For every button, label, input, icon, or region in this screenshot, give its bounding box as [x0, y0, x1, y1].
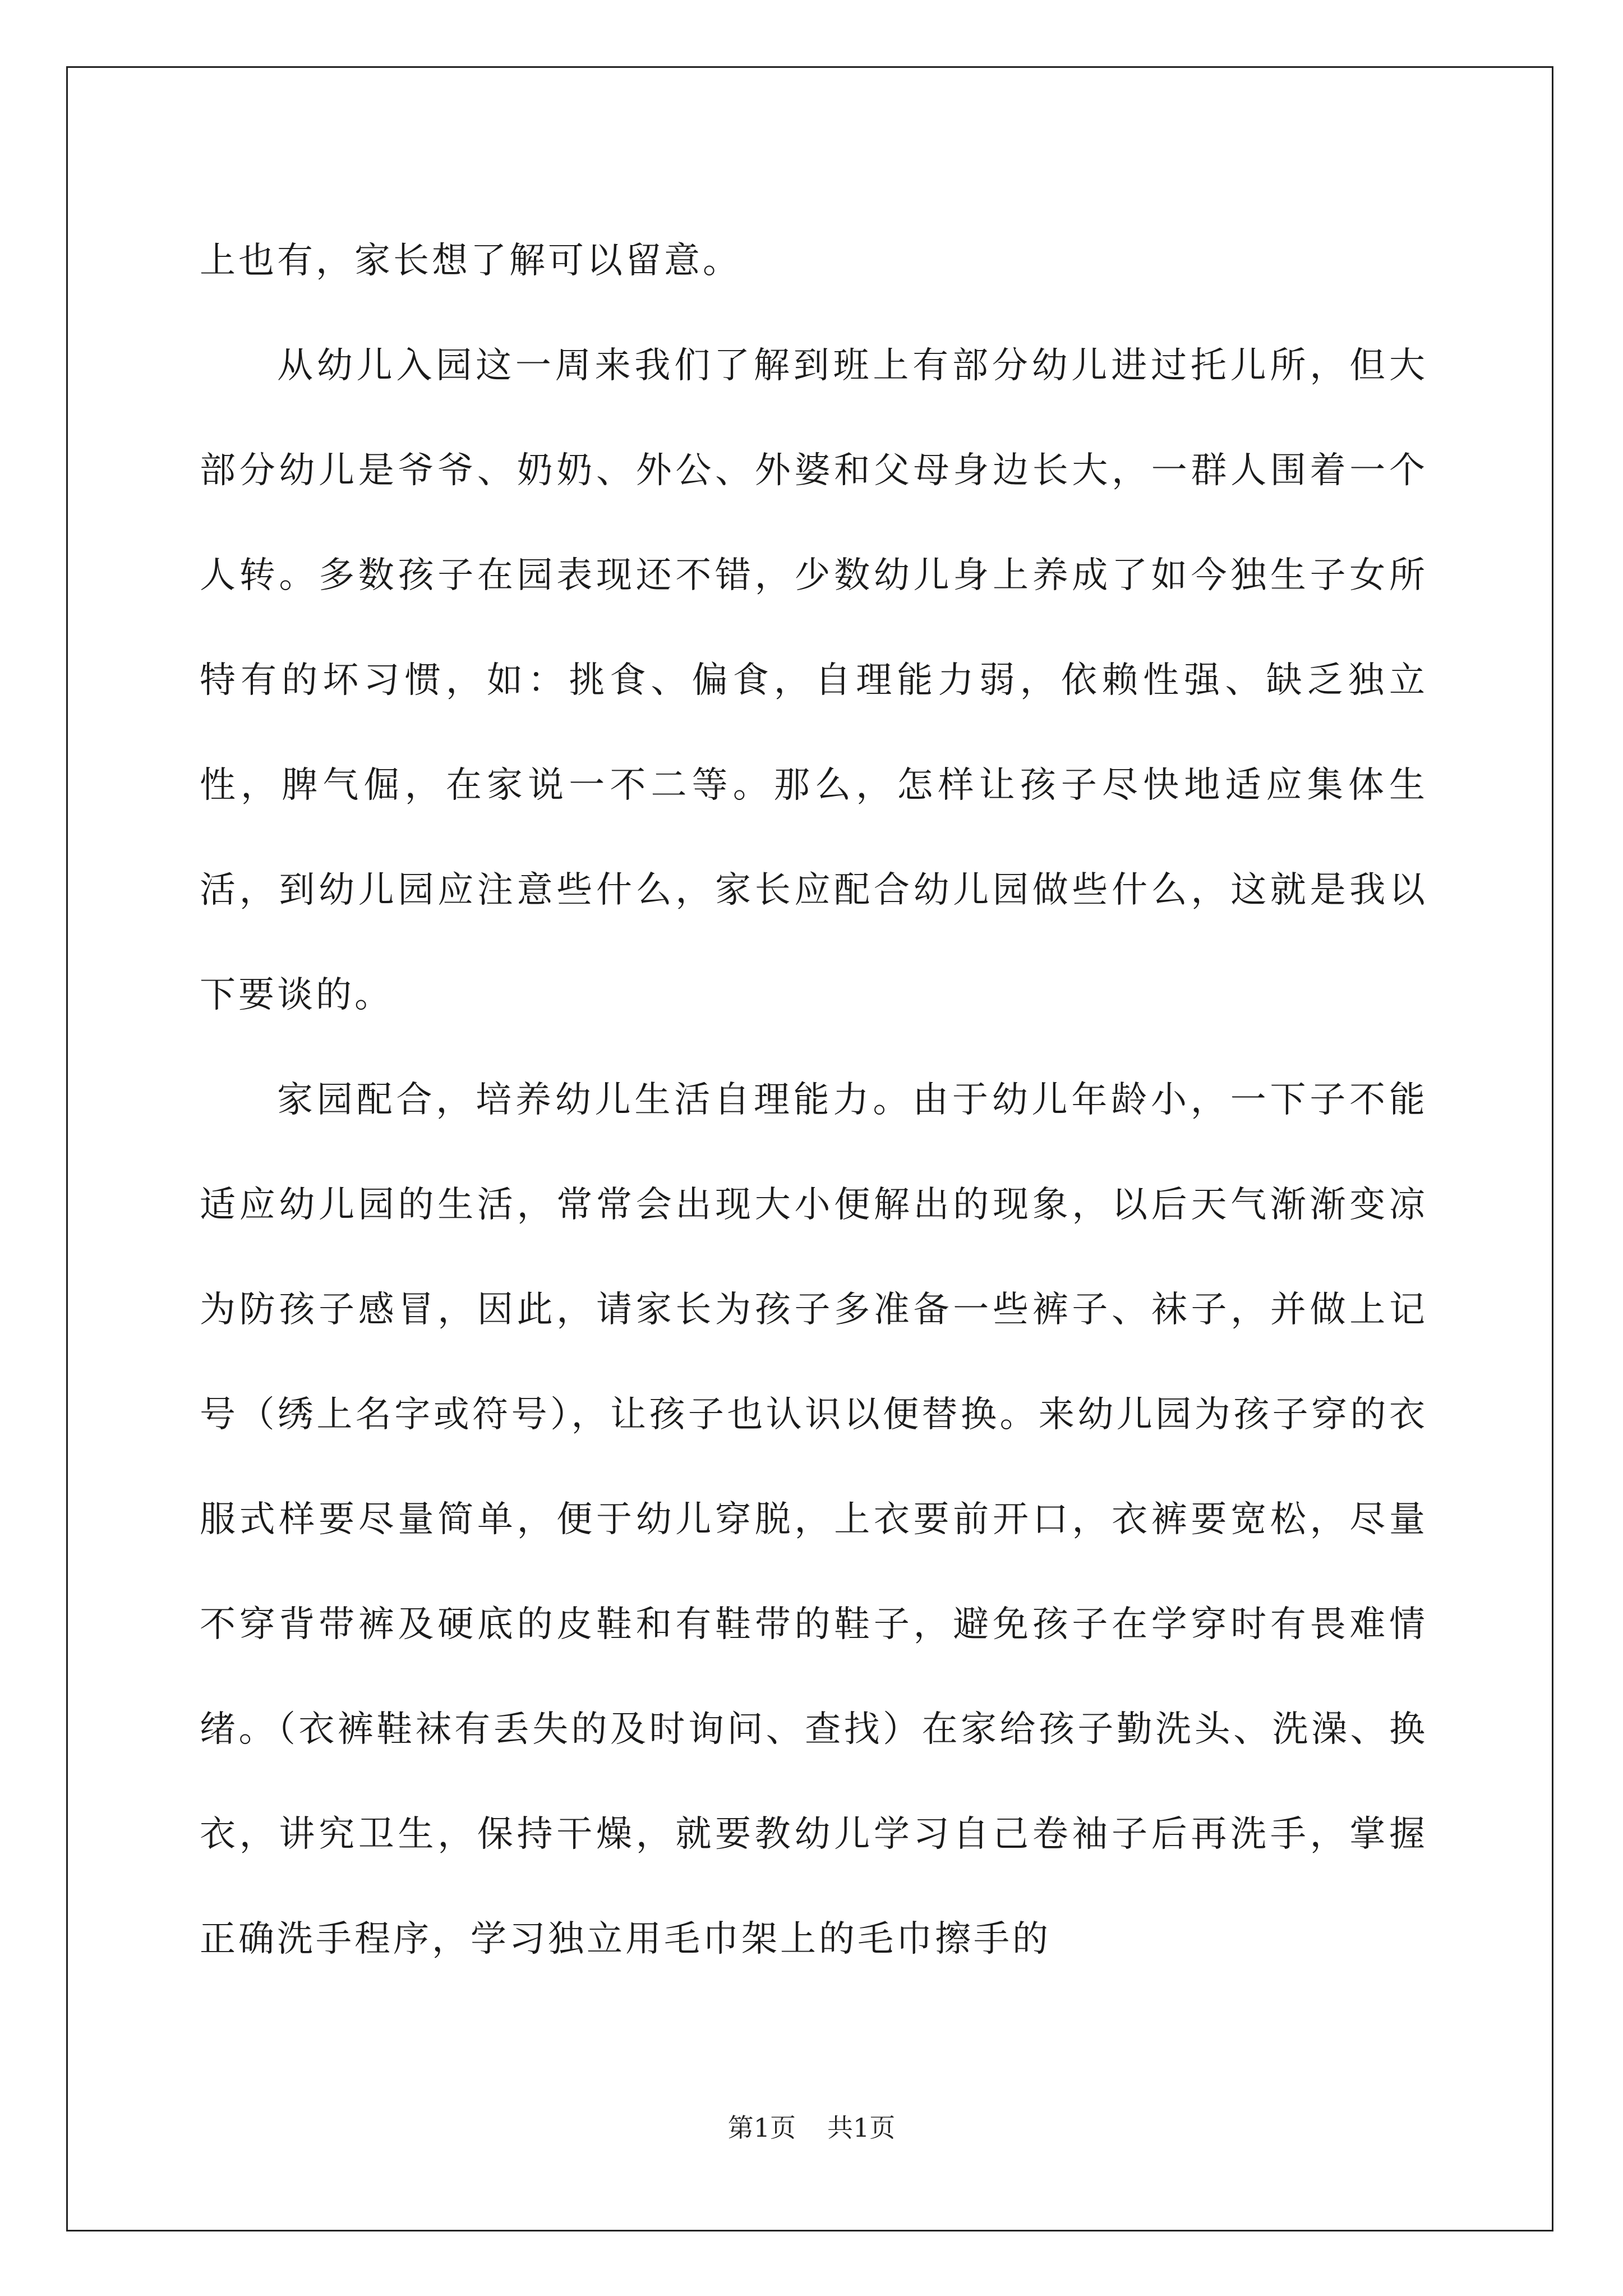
page-number-current: 第1页 [727, 2113, 796, 2143]
paragraph-3: 家园配合，培养幼儿生活自理能力。由于幼儿年龄小，一下子不能适应幼儿园的生活，常常会出现大小便解出的现象，以后天气渐渐变凉为防孩子感冒，因此，请家长为孩子多准备一些裤子、袜子，并做上记号（绣上名字或符号），让孩子也认识以便替换。来幼儿园为孩子穿的衣服式样要尽量简单，便于幼儿穿脱，上衣要前开口，衣裤要宽松，尽量不穿背带裤及硬底的皮鞋和有鞋带的鞋子，避免孩子在学穿时有畏难情绪。（衣裤鞋袜有丢失的及时询问、查找）在家给孩子勤洗头、洗澡、换衣，讲究卫生，保持干燥，就要教幼儿学习自己卷袖子后再洗手，掌握正确洗手程序，学习独立用毛巾架上的毛巾擦手的 [200, 1079, 1428, 1960]
paragraph-2: 从幼儿入园这一周来我们了解到班上有部分幼儿进过托儿所，但大部分幼儿是爷爷、奶奶、外公、外婆和父母身边长大，一群人围着一个人转。多数孩子在园表现还不错，少数幼儿身上养成了如今独生子女所特有的坏习惯，如：挑食、偏食，自理能力弱，依赖性强、缺乏独立性，脾气倔，在家说一不二等。那么，怎样让孩子尽快地适应集体生活，到幼儿园应注意些什么，家长应配合幼儿园做些什么，这就是我以下要谈的。 [200, 345, 1428, 1016]
page-number-total: 共1页 [827, 2113, 896, 2143]
document-body [200, 209, 1428, 1992]
page-footer [0, 2111, 1623, 2145]
paragraph-1: 上也有，家长想了解可以留意。 [200, 240, 741, 282]
